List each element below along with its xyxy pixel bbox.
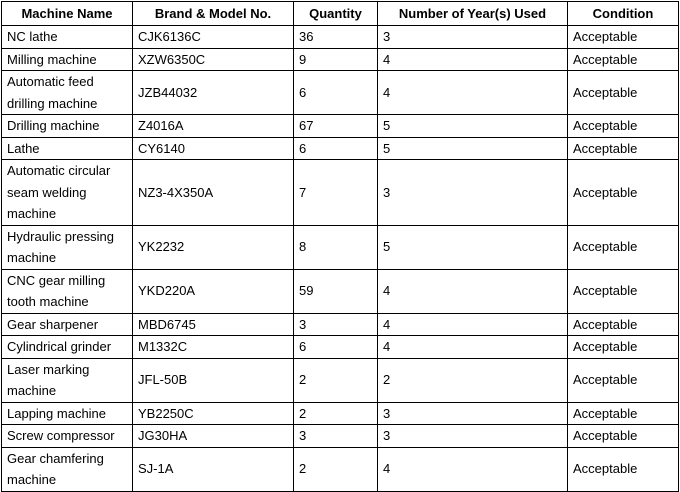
- cell-quantity: 2: [294, 358, 378, 402]
- cell-machine-name: Lapping machine: [2, 402, 133, 425]
- cell-years-used: 3: [378, 425, 568, 448]
- cell-quantity: 2: [294, 447, 378, 491]
- cell-condition: Acceptable: [568, 447, 679, 491]
- cell-quantity: 59: [294, 269, 378, 313]
- cell-years-used: 4: [378, 269, 568, 313]
- cell-years-used: 4: [378, 447, 568, 491]
- table-row: [2, 358, 679, 402]
- cell-machine-name: Drilling machine: [2, 115, 133, 138]
- cell-machine-name: Hydraulic pressing machine: [2, 225, 133, 269]
- cell-machine-name: Lathe: [2, 137, 133, 160]
- table-row: [2, 160, 679, 226]
- cell-years-used: 5: [378, 225, 568, 269]
- table-row: [2, 425, 679, 448]
- cell-machine-name: Cylindrical grinder: [2, 336, 133, 359]
- cell-quantity: 3: [294, 313, 378, 336]
- cell-model: YKD220A: [133, 269, 294, 313]
- cell-condition: Acceptable: [568, 402, 679, 425]
- cell-quantity: 36: [294, 26, 378, 49]
- cell-machine-name: Automatic feed drilling machine: [2, 71, 133, 115]
- cell-years-used: 2: [378, 358, 568, 402]
- table-row: [2, 402, 679, 425]
- cell-condition: Acceptable: [568, 336, 679, 359]
- cell-model: CY6140: [133, 137, 294, 160]
- cell-condition: Acceptable: [568, 71, 679, 115]
- cell-years-used: 5: [378, 137, 568, 160]
- header-brand-model: Brand & Model No.: [133, 2, 294, 26]
- cell-years-used: 4: [378, 48, 568, 71]
- header-row: [2, 2, 679, 26]
- table-row: [2, 225, 679, 269]
- cell-quantity: 9: [294, 48, 378, 71]
- cell-quantity: 7: [294, 160, 378, 226]
- table-row: [2, 71, 679, 115]
- cell-quantity: 3: [294, 425, 378, 448]
- cell-condition: Acceptable: [568, 269, 679, 313]
- cell-machine-name: CNC gear milling tooth machine: [2, 269, 133, 313]
- header-quantity: Quantity: [294, 2, 378, 26]
- header-years-used: Number of Year(s) Used: [378, 2, 568, 26]
- cell-machine-name: Gear sharpener: [2, 313, 133, 336]
- cell-quantity: 6: [294, 137, 378, 160]
- cell-model: JFL-50B: [133, 358, 294, 402]
- table-row: [2, 269, 679, 313]
- cell-condition: Acceptable: [568, 313, 679, 336]
- cell-years-used: 3: [378, 402, 568, 425]
- cell-condition: Acceptable: [568, 137, 679, 160]
- table-row: [2, 313, 679, 336]
- cell-quantity: 2: [294, 402, 378, 425]
- equipment-table: [1, 1, 679, 492]
- cell-quantity: 8: [294, 225, 378, 269]
- table-row: [2, 447, 679, 491]
- cell-model: YB2250C: [133, 402, 294, 425]
- header-condition: Condition: [568, 2, 679, 26]
- cell-machine-name: NC lathe: [2, 26, 133, 49]
- cell-machine-name: Laser marking machine: [2, 358, 133, 402]
- cell-condition: Acceptable: [568, 115, 679, 138]
- table-row: [2, 115, 679, 138]
- cell-years-used: 4: [378, 336, 568, 359]
- cell-model: NZ3-4X350A: [133, 160, 294, 226]
- cell-condition: Acceptable: [568, 160, 679, 226]
- cell-model: MBD6745: [133, 313, 294, 336]
- cell-model: M1332C: [133, 336, 294, 359]
- cell-model: XZW6350C: [133, 48, 294, 71]
- cell-condition: Acceptable: [568, 358, 679, 402]
- cell-model: CJK6136C: [133, 26, 294, 49]
- table-row: [2, 48, 679, 71]
- cell-machine-name: Milling machine: [2, 48, 133, 71]
- header-machine-name: Machine Name: [2, 2, 133, 26]
- cell-years-used: 5: [378, 115, 568, 138]
- cell-model: Z4016A: [133, 115, 294, 138]
- table-row: [2, 137, 679, 160]
- cell-machine-name: Gear chamfering machine: [2, 447, 133, 491]
- cell-model: YK2232: [133, 225, 294, 269]
- table-row: [2, 336, 679, 359]
- cell-condition: Acceptable: [568, 48, 679, 71]
- cell-machine-name: Screw compressor: [2, 425, 133, 448]
- cell-model: JZB44032: [133, 71, 294, 115]
- cell-years-used: 4: [378, 313, 568, 336]
- cell-quantity: 6: [294, 336, 378, 359]
- cell-years-used: 4: [378, 71, 568, 115]
- cell-model: SJ-1A: [133, 447, 294, 491]
- cell-quantity: 6: [294, 71, 378, 115]
- cell-model: JG30HA: [133, 425, 294, 448]
- cell-condition: Acceptable: [568, 225, 679, 269]
- cell-years-used: 3: [378, 160, 568, 226]
- cell-machine-name: Automatic circular seam welding machine: [2, 160, 133, 226]
- cell-condition: Acceptable: [568, 425, 679, 448]
- cell-condition: Acceptable: [568, 26, 679, 49]
- cell-quantity: 67: [294, 115, 378, 138]
- cell-years-used: 3: [378, 26, 568, 49]
- table-row: [2, 26, 679, 49]
